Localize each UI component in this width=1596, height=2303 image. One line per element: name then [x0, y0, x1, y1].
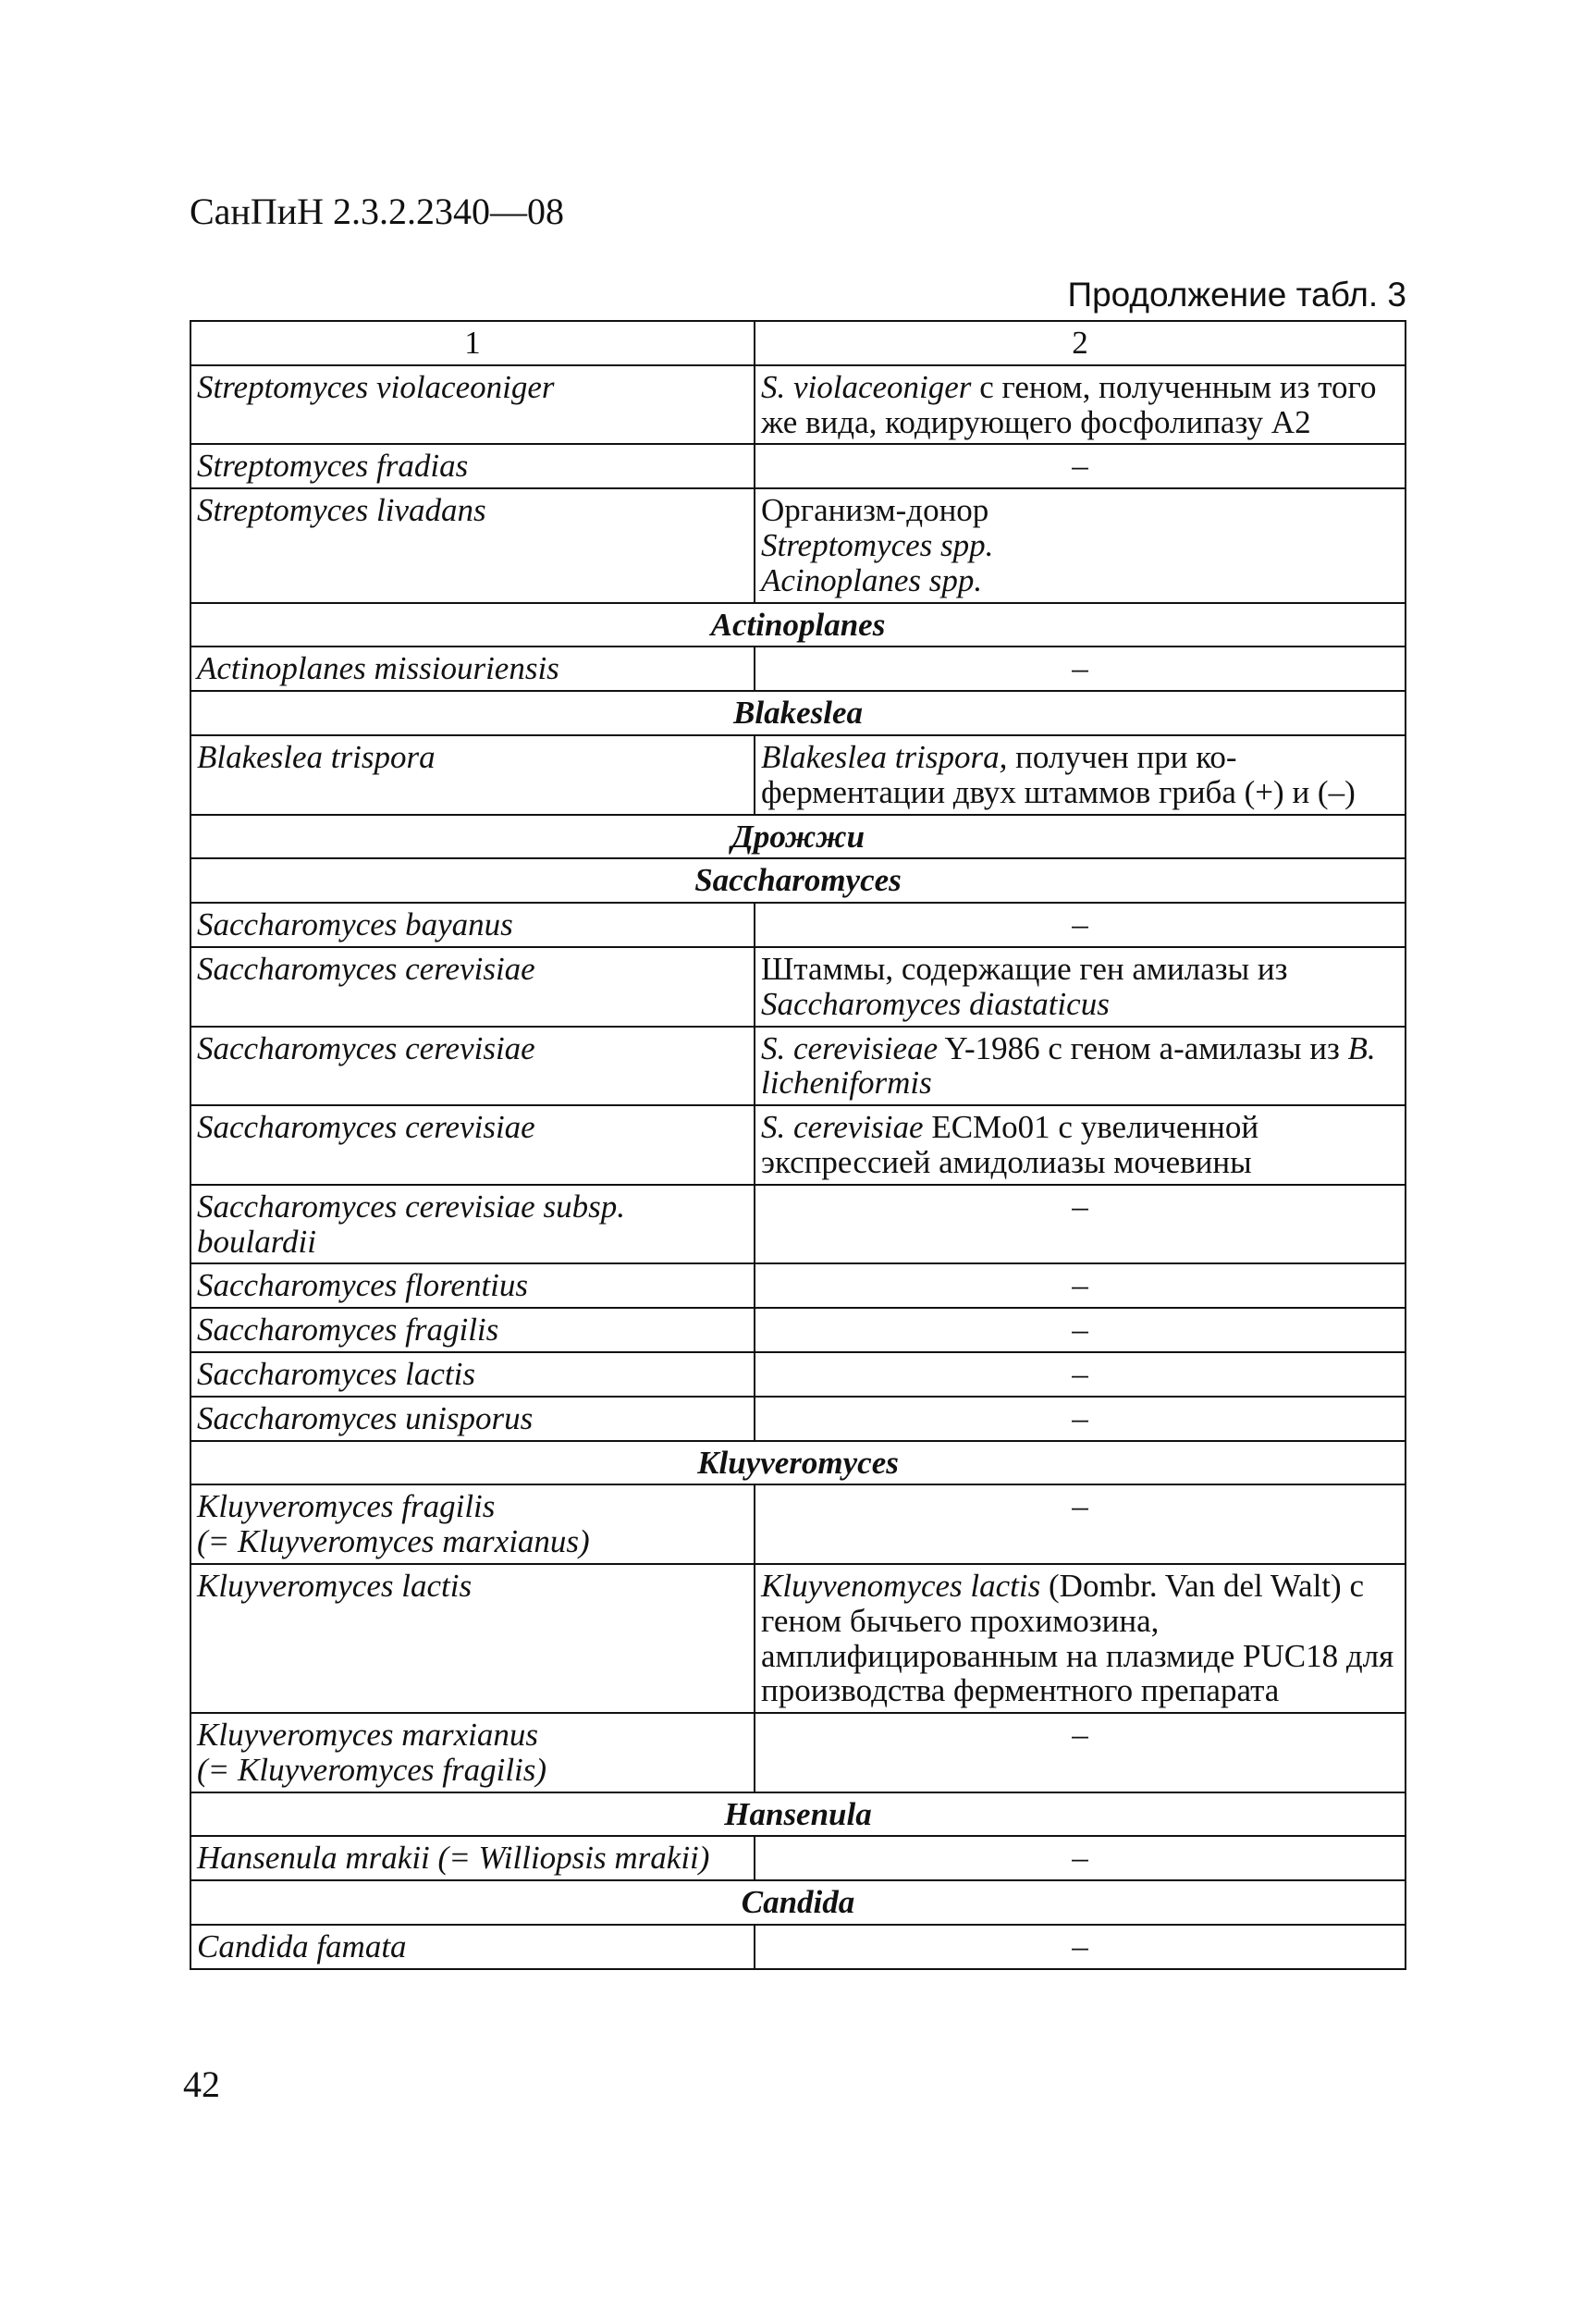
section-row [190, 691, 1406, 735]
page-number: 42 [183, 2063, 220, 2105]
table-row [190, 735, 1406, 815]
table-row [190, 1185, 1406, 1264]
empty-dash: – [755, 1713, 1406, 1792]
donor-description: ECMo01 с увеличенной экспрессией амидолиазы мочевины [761, 1109, 1259, 1180]
table-row [190, 1836, 1406, 1880]
donor-organism: Kluyvenomyces lactis [761, 1567, 1041, 1604]
organism-name: Saccharomyces bayanus [190, 903, 755, 947]
table-continuation-label: Продолжение табл. 3 [1067, 276, 1406, 314]
document-code: СанПиН 2.3.2.2340—08 [190, 191, 565, 232]
section-title: Saccharomyces [190, 858, 1406, 903]
section-title: Blakeslea [190, 691, 1406, 735]
table-row [190, 903, 1406, 947]
donor-organism: S. cerevisieae [761, 1029, 939, 1066]
donor-description: получен при ко-ферментации двух штаммов гриба (+) и (–) [761, 738, 1356, 810]
organism-name: Saccharomyces cerevisiae [190, 1105, 755, 1185]
table-row [190, 1713, 1406, 1792]
empty-dash: – [755, 1185, 1406, 1264]
section-row [190, 603, 1406, 647]
table-row [190, 1027, 1406, 1106]
column-header-2: 2 [755, 321, 1406, 365]
organism-name: Kluyveromyces lactis [190, 1564, 755, 1713]
empty-dash: – [755, 1484, 1406, 1564]
section-row [190, 1441, 1406, 1485]
empty-dash: – [755, 1397, 1406, 1441]
table-row [190, 444, 1406, 488]
section-title: Actinoplanes [190, 603, 1406, 647]
donor-info [755, 488, 1406, 602]
organism-name: Actinoplanes missiouriensis [190, 647, 755, 691]
donor-organism: S. cerevisiae [761, 1109, 924, 1146]
organism-table [190, 320, 1406, 1970]
organism-name: Blakeslea trispora [190, 735, 755, 815]
table-row [190, 488, 1406, 602]
section-row [190, 815, 1406, 859]
empty-dash: – [755, 647, 1406, 691]
donor-info [755, 1564, 1406, 1713]
table-header-row [190, 321, 1406, 365]
organism-name: Streptomyces fradias [190, 444, 755, 488]
table-row [190, 1484, 1406, 1564]
donor-organism: S. violaceoniger [761, 368, 972, 405]
table-row [190, 1564, 1406, 1713]
empty-dash: – [755, 444, 1406, 488]
organism-name-cell [190, 1713, 755, 1792]
section-title: Дрожжи [190, 815, 1406, 859]
table-row [190, 365, 1406, 445]
empty-dash: – [755, 1263, 1406, 1308]
donor-organism: Blakeslea trispora, [761, 738, 1008, 775]
section-row [190, 1880, 1406, 1925]
organism-name: Hansenula mrakii (= Williopsis mrakii) [190, 1836, 755, 1880]
empty-dash: – [755, 903, 1406, 947]
donor-line: Организм-донор [761, 492, 989, 529]
organism-name: Saccharomyces florentius [190, 1263, 755, 1308]
section-title: Kluyveromyces [190, 1441, 1406, 1485]
donor-description: с геном, полученным из того же вида, кодирующего фосфолипазу А2 [761, 368, 1377, 440]
section-row [190, 858, 1406, 903]
organism-name: Saccharomyces cerevisiae [190, 947, 755, 1027]
empty-dash: – [755, 1308, 1406, 1352]
section-row [190, 1792, 1406, 1837]
donor-info [755, 1105, 1406, 1185]
donor-organism: B. licheniformis [761, 1029, 1376, 1102]
donor-line: Streptomyces spp. [761, 526, 994, 563]
organism-name: Saccharomyces cerevisiae subsp. boulardii [190, 1185, 755, 1264]
organism-synonym: (= Kluyveromyces fragilis) [197, 1751, 547, 1788]
empty-dash: – [755, 1352, 1406, 1397]
donor-line: Acinoplanes spp. [761, 561, 983, 598]
organism-name: Saccharomyces unisporus [190, 1397, 755, 1441]
organism-name: Kluyveromyces fragilis [197, 1488, 496, 1525]
empty-dash: – [755, 1836, 1406, 1880]
table-row [190, 1263, 1406, 1308]
donor-organism: Saccharomyces diastaticus [761, 985, 1110, 1022]
donor-info [755, 947, 1406, 1027]
organism-name: Saccharomyces cerevisiae [190, 1027, 755, 1106]
table-row [190, 1352, 1406, 1397]
donor-description: Y-1986 с геном а-амилазы из [938, 1029, 1348, 1066]
section-title: Candida [190, 1880, 1406, 1925]
table-row [190, 1397, 1406, 1441]
table-row [190, 1105, 1406, 1185]
donor-info [755, 1027, 1406, 1106]
column-header-1: 1 [190, 321, 755, 365]
organism-name: Saccharomyces lactis [190, 1352, 755, 1397]
table-row [190, 647, 1406, 691]
organism-name: Candida famata [190, 1925, 755, 1969]
organism-name-cell [190, 1484, 755, 1564]
donor-info [755, 365, 1406, 445]
organism-name: Kluyveromyces marxianus [197, 1717, 539, 1754]
donor-description: (Dombr. Van del Walt) с геном бычьего прохимозина, амплифицированным на плазмиде PUC18 для производства ферментного препарата [761, 1567, 1394, 1709]
organism-name: Saccharomyces fragilis [190, 1308, 755, 1352]
donor-info [755, 735, 1406, 815]
section-title: Hansenula [190, 1792, 1406, 1837]
table-row [190, 1925, 1406, 1969]
table-row [190, 947, 1406, 1027]
organism-name: Streptomyces livadans [190, 488, 755, 602]
organism-name: Streptomyces violaceoniger [190, 365, 755, 445]
empty-dash: – [755, 1925, 1406, 1969]
organism-synonym: (= Kluyveromyces marxianus) [197, 1523, 590, 1560]
table-row [190, 1308, 1406, 1352]
donor-description: Штаммы, содержащие ген амилазы из [761, 950, 1288, 987]
